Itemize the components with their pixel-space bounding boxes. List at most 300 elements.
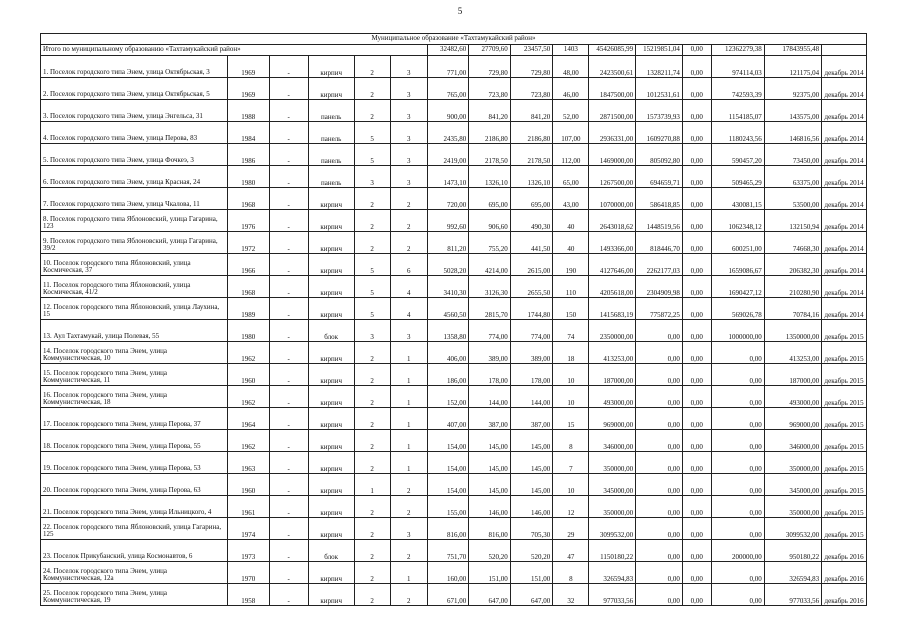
address-cell: 21. Поселок городского типа Энем, улица Ильницкого, 4 [41, 496, 228, 518]
table-cell: 569026,78 [711, 298, 764, 320]
table-cell: 346000,00 [589, 430, 636, 452]
table-cell: 3 [354, 320, 390, 342]
table-cell: 1984 [228, 122, 269, 144]
address-cell: 1. Поселок городского типа Энем, улица Октябрьская, 3 [41, 56, 228, 78]
table-cell: кирпич [308, 474, 354, 496]
table-cell: 1847500,00 [589, 78, 636, 100]
table-cell: 0,00 [682, 452, 711, 474]
table-cell: 143575,00 [764, 100, 821, 122]
term-cell: декабрь 2015 [822, 452, 867, 474]
table-cell: 40 [553, 232, 589, 254]
table-row [41, 276, 867, 298]
total-cell: 12362279,38 [711, 45, 764, 56]
table-cell: 0,00 [636, 408, 683, 430]
table-cell: 107,00 [553, 122, 589, 144]
table-cell: кирпич [308, 342, 354, 364]
table-cell: 1154185,07 [711, 100, 764, 122]
table-cell: 2 [354, 100, 390, 122]
table-cell: 0,00 [636, 474, 683, 496]
table-row [41, 320, 867, 342]
table-cell: 2 [354, 584, 390, 606]
table-cell: 2 [390, 210, 427, 232]
table-cell: 1 [390, 430, 427, 452]
table-cell: 0,00 [636, 342, 683, 364]
term-cell: декабрь 2014 [822, 78, 867, 100]
table-cell: - [269, 584, 308, 606]
address-cell: 11. Поселок городского типа Яблоновский, улица Космическая, 41/2 [41, 276, 228, 298]
table-cell: 1 [390, 364, 427, 386]
table-cell: 2 [354, 540, 390, 562]
address-cell: 14. Поселок городского типа Энем, улица Коммунистическая, 10 [41, 342, 228, 364]
table-cell: 765,00 [427, 78, 468, 100]
table-cell: кирпич [308, 254, 354, 276]
table-cell: 2 [354, 430, 390, 452]
table-cell: 1150180,22 [589, 540, 636, 562]
table-cell: 2 [354, 408, 390, 430]
table-cell: 600251,00 [711, 232, 764, 254]
table-cell: 1988 [228, 100, 269, 122]
table-cell: 0,00 [711, 386, 764, 408]
table-cell: 0,00 [682, 562, 711, 584]
address-cell: 2. Поселок городского типа Энем, улица Октябрьская, 5 [41, 78, 228, 100]
table-cell: 29 [553, 518, 589, 540]
term-cell: декабрь 2015 [822, 320, 867, 342]
table-cell: 841,20 [469, 100, 510, 122]
table-cell: 154,00 [427, 474, 468, 496]
table-cell: 40 [553, 210, 589, 232]
table-cell: 3 [390, 78, 427, 100]
table-cell: 0,00 [682, 56, 711, 78]
table-cell: 0,00 [636, 496, 683, 518]
table-cell: 350000,00 [764, 496, 821, 518]
table-cell: 950180,22 [764, 540, 821, 562]
term-cell: декабрь 2014 [822, 232, 867, 254]
table-cell: 151,00 [510, 562, 553, 584]
table-cell: 350000,00 [589, 452, 636, 474]
table-cell: - [269, 100, 308, 122]
table-cell: 3126,30 [469, 276, 510, 298]
page-number: 5 [457, 6, 463, 16]
table-cell: 0,00 [636, 386, 683, 408]
table-cell: 387,00 [469, 408, 510, 430]
table-cell: 1989 [228, 298, 269, 320]
table-row [41, 584, 867, 606]
table-cell: 0,00 [711, 474, 764, 496]
table-cell: 326594,83 [764, 562, 821, 584]
address-cell: 19. Поселок городского типа Энем, улица Перова, 53 [41, 452, 228, 474]
table-cell: 5 [354, 144, 390, 166]
table-cell: 350000,00 [764, 452, 821, 474]
table-cell: 92375,00 [764, 78, 821, 100]
table-cell: 2 [354, 210, 390, 232]
table-cell: 0,00 [682, 188, 711, 210]
table-cell: 1415683,19 [589, 298, 636, 320]
table-cell: 178,00 [469, 364, 510, 386]
table-cell: - [269, 452, 308, 474]
table-row [41, 430, 867, 452]
table-cell: 3 [390, 518, 427, 540]
table-cell: 152,00 [427, 386, 468, 408]
table-cell: 1964 [228, 408, 269, 430]
table-cell: 3 [354, 166, 390, 188]
region-title-row [41, 34, 867, 45]
table-cell: 720,00 [427, 188, 468, 210]
table-row [41, 452, 867, 474]
table-cell: 0,00 [682, 496, 711, 518]
table-cell: 3099532,00 [764, 518, 821, 540]
table-cell: 0,00 [636, 320, 683, 342]
address-cell: 3. Поселок городского типа Энем, улица Энгельса, 31 [41, 100, 228, 122]
total-cell: 17843955,48 [764, 45, 821, 56]
address-cell: 9. Поселок городского типа Яблоновский, улица Гагарина, 39/2 [41, 232, 228, 254]
table-cell: 493000,00 [589, 386, 636, 408]
table-cell: блок [308, 320, 354, 342]
table-cell: 0,00 [682, 276, 711, 298]
table-cell: 1690427,12 [711, 276, 764, 298]
table-cell: 1980 [228, 320, 269, 342]
table-cell: 0,00 [711, 342, 764, 364]
table-cell: - [269, 122, 308, 144]
table-cell: 350000,00 [589, 496, 636, 518]
table-cell: 2 [354, 188, 390, 210]
table-cell: 0,00 [711, 518, 764, 540]
table-cell: 155,00 [427, 496, 468, 518]
table-cell: 0,00 [711, 364, 764, 386]
table-cell: 210280,90 [764, 276, 821, 298]
table-cell: 2 [354, 342, 390, 364]
term-cell: декабрь 2014 [822, 276, 867, 298]
region-title: Муниципальное образование «Тахтамукайский район» [41, 34, 867, 45]
table-cell: - [269, 254, 308, 276]
table-cell: 0,00 [682, 584, 711, 606]
table-cell: кирпич [308, 56, 354, 78]
table-cell: 671,00 [427, 584, 468, 606]
table-cell: 1 [390, 342, 427, 364]
table-cell: 1962 [228, 342, 269, 364]
table-cell: 2186,80 [510, 122, 553, 144]
table-cell: 1659086,67 [711, 254, 764, 276]
table-cell: 187000,00 [764, 364, 821, 386]
table-cell: 0,00 [682, 430, 711, 452]
table-cell: 992,60 [427, 210, 468, 232]
address-cell: 20. Поселок городского типа Энем, улица Перова, 63 [41, 474, 228, 496]
table-cell: 32 [553, 584, 589, 606]
table-cell: 0,00 [682, 342, 711, 364]
table-cell: 46,00 [553, 78, 589, 100]
table-cell: 206382,30 [764, 254, 821, 276]
table-cell: 742593,39 [711, 78, 764, 100]
table-cell: 520,20 [510, 540, 553, 562]
address-cell: 7. Поселок городского типа Энем, улица Чкалова, 11 [41, 188, 228, 210]
table-cell: 4560,50 [427, 298, 468, 320]
table-cell: 1969 [228, 78, 269, 100]
table-cell: 110 [553, 276, 589, 298]
table-cell: 1350000,00 [764, 320, 821, 342]
table-cell: - [269, 496, 308, 518]
address-cell: 5. Поселок городского типа Энем, улица Фочкеэ, 3 [41, 144, 228, 166]
table-cell: 977033,56 [764, 584, 821, 606]
table-cell: 1469000,00 [589, 144, 636, 166]
table-row [41, 78, 867, 100]
table-cell: 729,80 [510, 56, 553, 78]
address-cell: 24. Поселок городского типа Энем, улица Коммунистическая, 12а [41, 562, 228, 584]
term-cell: декабрь 2014 [822, 56, 867, 78]
table-cell: 4214,00 [469, 254, 510, 276]
table-cell: 154,00 [427, 430, 468, 452]
table-cell: 8 [553, 562, 589, 584]
table-cell: 0,00 [682, 100, 711, 122]
table-cell: 1328211,74 [636, 56, 683, 78]
table-cell: 723,80 [469, 78, 510, 100]
table-cell: 2423500,61 [589, 56, 636, 78]
table-cell: 1961 [228, 496, 269, 518]
table-cell: 146,00 [469, 496, 510, 518]
table-cell: 774,00 [510, 320, 553, 342]
table-cell: 0,00 [682, 408, 711, 430]
table-cell: 3410,30 [427, 276, 468, 298]
term-cell: декабрь 2014 [822, 298, 867, 320]
table-cell: 1 [390, 386, 427, 408]
table-cell: 1960 [228, 364, 269, 386]
table-cell: 345000,00 [764, 474, 821, 496]
table-cell: - [269, 210, 308, 232]
total-cell: 27709,60 [469, 45, 510, 56]
table-cell: 1 [390, 562, 427, 584]
table-cell: 0,00 [636, 562, 683, 584]
table-cell: 2 [354, 496, 390, 518]
table-cell: 974114,03 [711, 56, 764, 78]
table-cell: 2435,80 [427, 122, 468, 144]
table-cell: 345000,00 [589, 474, 636, 496]
table-cell: 751,70 [427, 540, 468, 562]
term-cell: декабрь 2014 [822, 210, 867, 232]
table-cell: 1609270,88 [636, 122, 683, 144]
table-row [41, 166, 867, 188]
table-cell: 0,00 [711, 408, 764, 430]
table-cell: 326594,83 [589, 562, 636, 584]
table-cell: 0,00 [682, 122, 711, 144]
term-cell: декабрь 2015 [822, 364, 867, 386]
table-cell: 1180243,56 [711, 122, 764, 144]
term-cell: декабрь 2014 [822, 122, 867, 144]
table-cell: 2 [354, 518, 390, 540]
table-cell: - [269, 408, 308, 430]
table-cell: 1000000,00 [711, 320, 764, 342]
table-cell: 121175,04 [764, 56, 821, 78]
table-cell: 1972 [228, 232, 269, 254]
table-cell: 2 [390, 232, 427, 254]
table-cell: 406,00 [427, 342, 468, 364]
table-cell: 586418,85 [636, 188, 683, 210]
table-cell: 1473,10 [427, 166, 468, 188]
table-cell: 73450,00 [764, 144, 821, 166]
table-cell: кирпич [308, 496, 354, 518]
table-cell: 694659,71 [636, 166, 683, 188]
table-cell: 520,20 [469, 540, 510, 562]
address-cell: 13. Аул Тахтамукай, улица Полевая, 55 [41, 320, 228, 342]
table-cell: 2178,50 [510, 144, 553, 166]
table-cell: 841,20 [510, 100, 553, 122]
address-cell: 23. Поселок Прикубанский, улица Космонавтов, 6 [41, 540, 228, 562]
table-cell: 2936331,00 [589, 122, 636, 144]
table-cell: - [269, 474, 308, 496]
table-cell: 723,80 [510, 78, 553, 100]
table-cell: 2 [354, 232, 390, 254]
total-cell: 0,00 [682, 45, 711, 56]
table-cell: 10 [553, 386, 589, 408]
table-row [41, 232, 867, 254]
table-cell: кирпич [308, 276, 354, 298]
table-cell: 3099532,00 [589, 518, 636, 540]
table-cell: 0,00 [682, 364, 711, 386]
table-cell: кирпич [308, 210, 354, 232]
table-cell: 3 [390, 166, 427, 188]
table-cell: 150 [553, 298, 589, 320]
table-row [41, 210, 867, 232]
term-cell: декабрь 2015 [822, 386, 867, 408]
table-cell: 151,00 [469, 562, 510, 584]
table-cell: 969000,00 [589, 408, 636, 430]
address-cell: 25. Поселок городского типа Энем, улица Коммунистическая, 19 [41, 584, 228, 606]
table-cell: 2643018,62 [589, 210, 636, 232]
table-cell: 5 [354, 298, 390, 320]
table-cell: 145,00 [469, 474, 510, 496]
table-cell: 43,00 [553, 188, 589, 210]
table-cell: кирпич [308, 562, 354, 584]
table-cell: 4205618,00 [589, 276, 636, 298]
table-row [41, 474, 867, 496]
table-cell: 816,00 [427, 518, 468, 540]
table-cell: 413253,00 [764, 342, 821, 364]
table-cell: - [269, 166, 308, 188]
table-cell: 2419,00 [427, 144, 468, 166]
table-cell: 5 [354, 254, 390, 276]
table-cell: 2871500,00 [589, 100, 636, 122]
table-cell: 2262177,03 [636, 254, 683, 276]
table-row [41, 298, 867, 320]
table-cell: 2815,70 [469, 298, 510, 320]
table-cell: 1962 [228, 430, 269, 452]
table-cell: 2 [354, 562, 390, 584]
table-cell: 52,00 [553, 100, 589, 122]
table-cell: 3 [390, 100, 427, 122]
table-cell: 1962 [228, 386, 269, 408]
table-cell: блок [308, 540, 354, 562]
table-cell: 145,00 [510, 452, 553, 474]
table-cell: - [269, 430, 308, 452]
table-cell: 18 [553, 342, 589, 364]
table-cell: 0,00 [636, 364, 683, 386]
table-cell: 74 [553, 320, 589, 342]
table-cell: 1493366,00 [589, 232, 636, 254]
table-cell: 1970 [228, 562, 269, 584]
table-row [41, 408, 867, 430]
table-cell: 695,00 [510, 188, 553, 210]
table-cell: 695,00 [469, 188, 510, 210]
table-cell: панель [308, 144, 354, 166]
table-cell: 12 [553, 496, 589, 518]
table-cell: 3 [390, 320, 427, 342]
table-cell: 1 [390, 452, 427, 474]
table-row [41, 562, 867, 584]
table-cell: 1986 [228, 144, 269, 166]
table-cell: кирпич [308, 408, 354, 430]
table-cell: 47 [553, 540, 589, 562]
table-cell: панель [308, 166, 354, 188]
address-cell: 8. Поселок городского типа Яблоновский, улица Гагарина, 123 [41, 210, 228, 232]
table-cell: 10 [553, 474, 589, 496]
table-cell: 1958 [228, 584, 269, 606]
address-cell: 4. Поселок городского типа Энем, улица Перова, 83 [41, 122, 228, 144]
table-cell: 144,00 [510, 386, 553, 408]
table-cell: 493000,00 [764, 386, 821, 408]
table-cell: 389,00 [510, 342, 553, 364]
table-cell: 0,00 [711, 452, 764, 474]
table-cell: 2655,50 [510, 276, 553, 298]
table-cell: 1 [390, 408, 427, 430]
table-cell: 145,00 [469, 452, 510, 474]
table-row [41, 518, 867, 540]
table-cell: 1267500,00 [589, 166, 636, 188]
table-cell: 509465,29 [711, 166, 764, 188]
table-cell: 1070000,00 [589, 188, 636, 210]
table-cell: 145,00 [510, 474, 553, 496]
table-cell: 407,00 [427, 408, 468, 430]
term-cell: декабрь 2015 [822, 518, 867, 540]
address-cell: 10. Поселок городского типа Яблоновский, улица Космическая, 37 [41, 254, 228, 276]
table-cell: 771,00 [427, 56, 468, 78]
table-cell: 705,30 [510, 518, 553, 540]
table-cell: 0,00 [682, 518, 711, 540]
table-cell: 0,00 [682, 298, 711, 320]
table-cell: кирпич [308, 232, 354, 254]
table-cell: - [269, 518, 308, 540]
table-cell: 4 [390, 298, 427, 320]
total-label: Итого по муниципальному образованию «Тахтамукайский район» [41, 45, 428, 56]
table-cell: 2186,80 [469, 122, 510, 144]
table-cell: 65,00 [553, 166, 589, 188]
table-row [41, 144, 867, 166]
term-cell: декабрь 2015 [822, 342, 867, 364]
table-cell: 755,20 [469, 232, 510, 254]
table-cell: 0,00 [711, 584, 764, 606]
table-cell: 387,00 [510, 408, 553, 430]
table-cell: панель [308, 122, 354, 144]
term-cell: декабрь 2015 [822, 430, 867, 452]
table-cell: 2 [390, 188, 427, 210]
table-cell: 154,00 [427, 452, 468, 474]
table-cell: 1974 [228, 518, 269, 540]
total-row [41, 45, 867, 56]
table-cell: - [269, 562, 308, 584]
table-cell: 15 [553, 408, 589, 430]
table-cell: 186,00 [427, 364, 468, 386]
table-cell: 0,00 [682, 474, 711, 496]
table-row [41, 540, 867, 562]
address-cell: 12. Поселок городского типа Яблоновский, улица Лаухина, 15 [41, 298, 228, 320]
table-row [41, 342, 867, 364]
table-cell: 1012531,61 [636, 78, 683, 100]
table-cell: 7 [553, 452, 589, 474]
table-row [41, 100, 867, 122]
table-cell: 5 [354, 122, 390, 144]
table-cell: 413253,00 [589, 342, 636, 364]
table-cell: кирпич [308, 518, 354, 540]
table-cell: 2 [354, 78, 390, 100]
table-cell: - [269, 320, 308, 342]
table-cell: 2 [354, 386, 390, 408]
table-cell: 1973 [228, 540, 269, 562]
